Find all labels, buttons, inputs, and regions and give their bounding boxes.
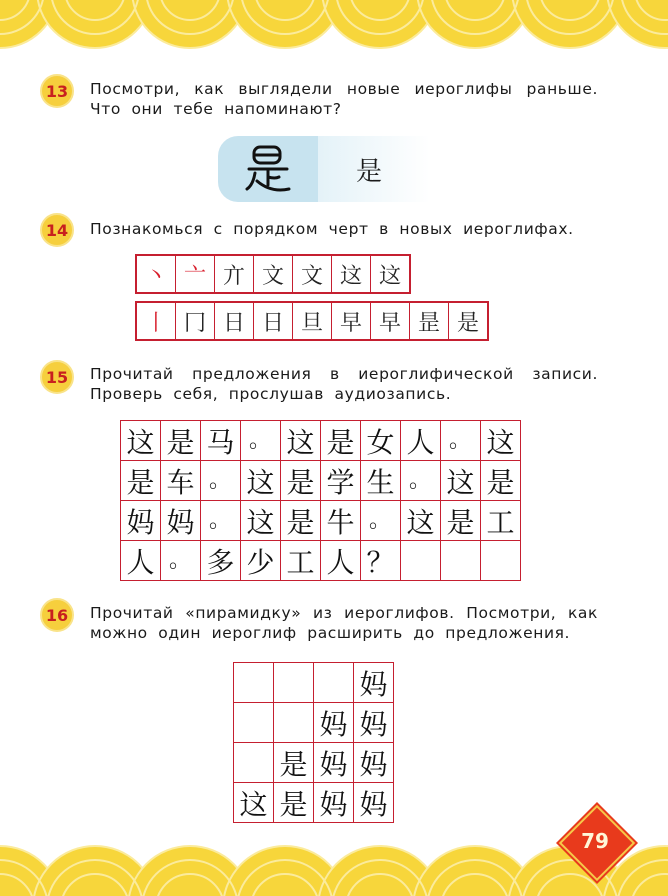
grid-cell: 是 (321, 421, 361, 461)
grid-cell (481, 541, 521, 581)
grid-cell: 是 (121, 461, 161, 501)
grid-cell: 是 (281, 501, 321, 541)
grid-cell: 是 (481, 461, 521, 501)
exercise-number-15: 15 (40, 360, 74, 394)
stroke-cell: 昰 (409, 303, 448, 339)
grid-cell: 妈 (161, 501, 201, 541)
page-number: 79 (581, 829, 609, 853)
stroke-cell: 亠 (175, 256, 214, 292)
stroke-cell: 日 (253, 303, 292, 339)
grid-cell (401, 541, 441, 581)
pyramid-cell: 妈 (354, 743, 394, 783)
grid-cell: 人 (121, 541, 161, 581)
ancient-shi-seal-glyph (218, 136, 318, 202)
pyramid-cell: 妈 (314, 743, 354, 783)
page-number-badge (560, 806, 630, 876)
ancient-character-card (218, 136, 430, 202)
grid-cell: 这 (121, 421, 161, 461)
reading-grid (120, 420, 521, 581)
stroke-cell: 这 (331, 256, 370, 292)
grid-cell: 。 (401, 461, 441, 501)
grid-cell: 人 (321, 541, 361, 581)
grid-cell: ？ (361, 541, 401, 581)
grid-cell: 是 (161, 421, 201, 461)
pyramid-cell (314, 663, 354, 703)
stroke-cell: 亣 (214, 256, 253, 292)
grid-cell: 。 (201, 501, 241, 541)
stroke-cell: 这 (370, 256, 409, 292)
pyramid-cell (234, 663, 274, 703)
grid-cell: 这 (281, 421, 321, 461)
stroke-order-row-zhe (135, 254, 411, 294)
exercise-16-instruction: Прочитай «пирамидку» из иероглифов. Посмотри, как можно один иероглиф расширить до предложения. (90, 604, 598, 642)
grid-cell (441, 541, 481, 581)
stroke-cell: 日 (214, 303, 253, 339)
stroke-order-row-shi (135, 301, 489, 341)
exercise-number-14: 14 (40, 213, 74, 247)
grid-cell: 妈 (121, 501, 161, 541)
modern-character: 是 (318, 136, 430, 202)
grid-cell: 少 (241, 541, 281, 581)
pyramid-cell (274, 703, 314, 743)
exercise-14-instruction: Познакомься с порядком черт в новых иероглифах. (90, 220, 574, 238)
grid-cell: 。 (161, 541, 201, 581)
pyramid-cell (234, 703, 274, 743)
grid-cell: 这 (241, 501, 281, 541)
stroke-cell: 丨 (144, 310, 167, 336)
grid-cell: 工 (481, 501, 521, 541)
stroke-cell: 早 (331, 303, 370, 339)
stroke-cell: 文 (292, 256, 331, 292)
grid-cell: 马 (201, 421, 241, 461)
pyramid-cell (234, 743, 274, 783)
grid-cell: 牛 (321, 501, 361, 541)
pyramid-cell: 妈 (354, 703, 394, 743)
grid-cell: 多 (201, 541, 241, 581)
exercise-number-16: 16 (40, 598, 74, 632)
grid-cell: 是 (441, 501, 481, 541)
exercise-number-13: 13 (40, 74, 74, 108)
exercise-13-instruction: Посмотри, как выглядели новые иероглифы раньше. Что они тебе напоминают? (90, 80, 598, 118)
pyramid-cell: 妈 (314, 703, 354, 743)
grid-cell: 车 (161, 461, 201, 501)
grid-cell: 。 (361, 501, 401, 541)
grid-cell: 是 (281, 461, 321, 501)
grid-cell: 。 (241, 421, 281, 461)
grid-cell: 生 (361, 461, 401, 501)
grid-cell: 人 (401, 421, 441, 461)
character-pyramid (233, 662, 394, 823)
stroke-cell: 丶 (144, 263, 167, 289)
grid-cell: 这 (401, 501, 441, 541)
exercise-15-instruction: Прочитай предложения в иероглифической записи. Проверь себя, прослушав аудиозапись. (90, 365, 598, 403)
pyramid-cell (274, 663, 314, 703)
grid-cell: 工 (281, 541, 321, 581)
grid-cell: 。 (441, 421, 481, 461)
grid-cell: 女 (361, 421, 401, 461)
pyramid-cell: 妈 (314, 783, 354, 823)
pyramid-cell: 是 (274, 783, 314, 823)
grid-cell: 这 (481, 421, 521, 461)
stroke-cell: 早 (370, 303, 409, 339)
top-decorative-waves (0, 0, 668, 62)
grid-cell: 这 (441, 461, 481, 501)
stroke-cell: 旦 (292, 303, 331, 339)
grid-cell: 。 (201, 461, 241, 501)
pyramid-cell: 妈 (354, 663, 394, 703)
pyramid-cell: 是 (274, 743, 314, 783)
grid-cell: 学 (321, 461, 361, 501)
pyramid-cell: 这 (234, 783, 274, 823)
stroke-cell: 冂 (175, 303, 214, 339)
pyramid-cell: 妈 (354, 783, 394, 823)
grid-cell: 这 (241, 461, 281, 501)
stroke-cell: 是 (448, 303, 487, 339)
stroke-cell: 文 (253, 256, 292, 292)
